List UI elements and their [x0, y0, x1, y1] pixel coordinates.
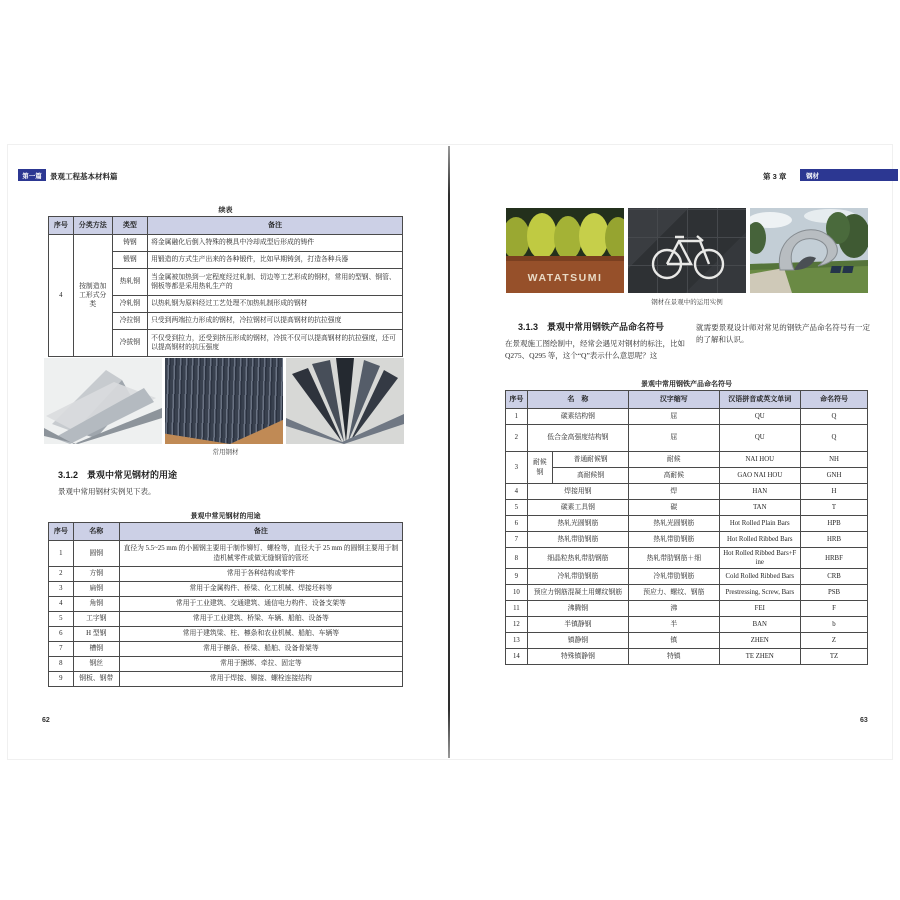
table-cell: 11 [506, 601, 528, 617]
table-cell: 常用于工业建筑、桥梁、车辆、船舶、设备等 [119, 612, 402, 627]
angle-steel-illustration [44, 358, 162, 444]
table-cell: 镇静钢 [527, 633, 628, 649]
table-cell: 热轧光圆钢筋 [527, 516, 628, 532]
table-cell: T [801, 500, 868, 516]
table-row [506, 633, 868, 649]
table-cell: 3 [49, 582, 74, 597]
table-cell: Hot Rolled Ribbed Bars+Fine [719, 548, 800, 569]
column-header: 命名符号 [801, 391, 868, 409]
table-cell: b [801, 617, 868, 633]
table-cell: 半 [629, 617, 720, 633]
table-cell: F [801, 601, 868, 617]
table-cell: GNH [801, 468, 868, 484]
page-right [450, 145, 892, 759]
bicycle-icon [628, 208, 746, 293]
table-cell: 按制造加工形式分类 [73, 235, 112, 357]
chapter-badge [800, 169, 898, 181]
table-cell: 常用于捆绑、牵拉、固定等 [119, 657, 402, 672]
table-cell: 耐候钢 [527, 452, 552, 484]
table-cell: 热轧钢 [112, 269, 147, 296]
table-row [506, 500, 868, 516]
page-number-right: 63 [860, 717, 868, 724]
table-cell: 沸腾钢 [527, 601, 628, 617]
running-head-left: 景观工程基本材料篇 [50, 172, 118, 181]
table-cell: 不仅受到拉力，还受到挤压形成的钢材，冷拔不仅可以提高钢材的抗拉强度，还可以提高钢材的抗压强度 [148, 330, 403, 357]
table-cell: 碳素工具钢 [527, 500, 628, 516]
table-row [506, 649, 868, 665]
running-head-right: 第 3 章 [763, 172, 787, 181]
column-header: 汉语拼音或英文单词 [719, 391, 800, 409]
table-row [506, 516, 868, 532]
table-cell: 扁钢 [73, 582, 119, 597]
table-cell: 9 [49, 672, 74, 687]
table-cell: NAI HOU [719, 452, 800, 468]
table-cell: 常用于焊接、铆接、螺栓连接结构 [119, 672, 402, 687]
table-row [506, 585, 868, 601]
column-header: 名称 [73, 523, 119, 541]
table-cell: 5 [506, 500, 528, 516]
table-row [506, 548, 868, 569]
table-row [49, 642, 403, 657]
table-cell: 3 [506, 452, 528, 484]
table-row [506, 452, 868, 468]
table-cell: 槽钢 [73, 642, 119, 657]
table-cell: 钢丝 [73, 657, 119, 672]
photo-steel-sculpture [750, 208, 868, 293]
table-cell: CRB [801, 569, 868, 585]
table-cell: 钢板、钢带 [73, 672, 119, 687]
table-cell: 冷轧钢 [112, 296, 147, 313]
photo-channel-steel [286, 358, 404, 444]
table-naming [505, 390, 868, 665]
photo-corten-sign [506, 208, 624, 293]
table-cell: HRB [801, 532, 868, 548]
table-cell: TE ZHEN [719, 649, 800, 665]
table-cell: 耐候 [629, 452, 720, 468]
table-cell: H [801, 484, 868, 500]
table-cell: Hot Rolled Ribbed Bars [719, 532, 800, 548]
table-cell: NH [801, 452, 868, 468]
table-continued-grid [48, 216, 403, 357]
table-usage-title: 景观中常见钢材的用途 [190, 513, 261, 520]
table-cell: Q [801, 409, 868, 425]
table-cell: QU [719, 425, 800, 452]
table-cell: ZHEN [719, 633, 800, 649]
photo-bicycle-paving [628, 208, 746, 293]
table-cell: 1 [49, 541, 74, 567]
table-cell: HPB [801, 516, 868, 532]
column-header: 类型 [112, 217, 147, 235]
table-cell: Prestressing, Screw, Bars [719, 585, 800, 601]
table-usage [48, 522, 403, 687]
table-row [506, 617, 868, 633]
table-cell: 7 [506, 532, 528, 548]
table-cell: 常用于建筑梁、柱、檩条和农业机械、船舶、车辆等 [119, 627, 402, 642]
table-row [49, 597, 403, 612]
table-cell: 当金属被加热到一定程度经过轧制、切边等工艺形成的钢材，常用的型钢、钢管、钢板等都是采用热轧生产的 [148, 269, 403, 296]
column-header: 分类方法 [73, 217, 112, 235]
table-cell: 2 [506, 425, 528, 452]
rebar-bars [165, 358, 283, 444]
table-row [506, 601, 868, 617]
part-badge [18, 169, 46, 181]
photo-rebar-bundle [165, 358, 283, 444]
table-cell: 9 [506, 569, 528, 585]
section-3-1-3-col2: 就需要景观设计师对常见的钢铁产品命名符号有一定的了解和认识。 [696, 323, 870, 344]
table-cell: 细晶粒热轧带肋钢筋 [527, 548, 628, 569]
table-cell: Z [801, 633, 868, 649]
table-continued [48, 216, 403, 357]
column-header: 备注 [148, 217, 403, 235]
table-cell: 屈 [629, 409, 720, 425]
table-cell: 4 [506, 484, 528, 500]
table-naming-title: 景观中常用钢铁产品命名符号 [641, 381, 732, 388]
table-cell: PSB [801, 585, 868, 601]
table-cell: 2 [49, 567, 74, 582]
table-row [49, 657, 403, 672]
section-3-1-3-col1: 在景观施工图绘制中，经常会遇见对钢材的标注，比如 Q275、Q295 等，这个“Q”表示什么意思呢？这 [505, 339, 685, 360]
section-3-1-3-title: 3.1.3 景观中常用钢铁产品命名符号 [518, 322, 665, 332]
section-3-1-2-title: 3.1.2 景观中常见钢材的用途 [58, 470, 178, 480]
sign-text: WATATSUMI [527, 272, 603, 284]
table-cell: 4 [49, 235, 74, 357]
photo-angle-steel [44, 358, 162, 444]
table-cell: 常用于金属构件、桥梁、化工机械、焊接坯料等 [119, 582, 402, 597]
table-cell: 6 [506, 516, 528, 532]
table-cell: 特殊镇静钢 [527, 649, 628, 665]
table-cell: Hot Rolled Plain Bars [719, 516, 800, 532]
table-cell: 冷轧带肋钢筋 [527, 569, 628, 585]
table-cell: QU [719, 409, 800, 425]
column-header: 名 称 [527, 391, 628, 409]
table-cell: 14 [506, 649, 528, 665]
table-row [49, 582, 403, 597]
table-usage-grid [48, 522, 403, 687]
table-row [49, 567, 403, 582]
table-row [506, 484, 868, 500]
table-cell: 以热轧钢为原料经过工艺处理不加热轧制形成的钢材 [148, 296, 403, 313]
table-cell: 热轧带肋钢筋＋细 [629, 548, 720, 569]
column-header: 序号 [49, 217, 74, 235]
table-cell: 焊接用钢 [527, 484, 628, 500]
table-cell: 低合金高强度结构钢 [527, 425, 628, 452]
section-3-1-2-body: 景观中常用钢材实例见下表。 [58, 487, 156, 496]
table-cell: H 型钢 [73, 627, 119, 642]
table-cell: 热轧带肋钢筋 [527, 532, 628, 548]
table-row [506, 409, 868, 425]
page-left [8, 145, 448, 759]
photos-caption-right: 钢材在景观中的运用实例 [651, 299, 723, 306]
table-cell: 5 [49, 612, 74, 627]
table-cell: 热轧带肋钢筋 [629, 532, 720, 548]
sculpture-illustration [750, 208, 868, 293]
table-cell: 7 [49, 642, 74, 657]
column-header: 序号 [506, 391, 528, 409]
table-cell: 1 [506, 409, 528, 425]
table-cell: 锻钢 [112, 252, 147, 269]
table-row [49, 627, 403, 642]
table-cell: 预应力钢筋混凝土用螺纹钢筋 [527, 585, 628, 601]
table-cell: 工字钢 [73, 612, 119, 627]
table-cell: BAN [719, 617, 800, 633]
part-label: 第一篇 [22, 172, 42, 180]
table-cell: 用锻造的方式生产出来的各种锻件，比如早期铸剑，打造各种兵器 [148, 252, 403, 269]
table-row [506, 532, 868, 548]
table-cell: 冷轧带肋钢筋 [629, 569, 720, 585]
book-spread [8, 145, 892, 759]
channel-steel-illustration [286, 358, 404, 444]
table-row [49, 235, 403, 252]
table-cell: 圆钢 [73, 541, 119, 567]
table-cell: 常用于各种结构或零件 [119, 567, 402, 582]
table-cell: 12 [506, 617, 528, 633]
table-cell: TAN [719, 500, 800, 516]
table-continued-title: 续表 [218, 207, 233, 214]
table-naming-grid [505, 390, 868, 665]
table-cell: 方钢 [73, 567, 119, 582]
table-row [49, 672, 403, 687]
table-row [49, 541, 403, 567]
column-header: 备注 [119, 523, 402, 541]
table-cell: TZ [801, 649, 868, 665]
table-cell: Q [801, 425, 868, 452]
table-cell: HRBF [801, 548, 868, 569]
table-cell: 碳素结构钢 [527, 409, 628, 425]
table-cell: 将金属融化后倒入特殊的模具中冷却成型后形成的铸件 [148, 235, 403, 252]
table-cell: 铸钢 [112, 235, 147, 252]
table-cell: 冷拉钢 [112, 313, 147, 330]
table-cell: GAO NAI HOU [719, 468, 800, 484]
photos-caption-left: 常用钢材 [212, 449, 239, 456]
table-cell: 6 [49, 627, 74, 642]
table-cell: 角钢 [73, 597, 119, 612]
column-header: 汉字缩写 [629, 391, 720, 409]
column-header: 序号 [49, 523, 74, 541]
table-cell: 碳 [629, 500, 720, 516]
table-cell: 13 [506, 633, 528, 649]
table-cell: 高耐候钢 [553, 468, 629, 484]
table-cell: 高耐候 [629, 468, 720, 484]
table-cell: 常用于檩条、桥梁、船舶、设备骨架等 [119, 642, 402, 657]
table-row [506, 569, 868, 585]
table-cell: 半镇静钢 [527, 617, 628, 633]
table-cell: HAN [719, 484, 800, 500]
table-cell: 常用于工业建筑、交通建筑、通信电力构件、设备支架等 [119, 597, 402, 612]
table-cell: 只受到两端拉力形成的钢材，冷拉钢材可以提高钢材的抗拉强度 [148, 313, 403, 330]
page-number-left: 62 [42, 717, 50, 724]
chapter-title: 钢材 [806, 172, 819, 180]
table-cell: 热轧光圆钢筋 [629, 516, 720, 532]
table-cell: FEI [719, 601, 800, 617]
table-cell: 预应力、螺纹、钢筋 [629, 585, 720, 601]
table-cell: 10 [506, 585, 528, 601]
table-cell: 特镇 [629, 649, 720, 665]
table-cell: 焊 [629, 484, 720, 500]
table-cell: 屈 [629, 425, 720, 452]
table-cell: 4 [49, 597, 74, 612]
table-cell: 直径为 5.5~25 mm 的小圆钢主要用于制作铆钉、螺栓等，直径大于 25 mm 的圆钢主要用于制造机械零件或做无缝钢管的管坯 [119, 541, 402, 567]
table-cell: Cold Rolled Ribbed Bars [719, 569, 800, 585]
table-cell: 8 [49, 657, 74, 672]
corten-sign-illustration [506, 208, 624, 293]
table-row [506, 425, 868, 452]
table-cell: 镇 [629, 633, 720, 649]
table-cell: 冷拔钢 [112, 330, 147, 357]
table-cell: 沸 [629, 601, 720, 617]
table-row [49, 612, 403, 627]
table-cell: 8 [506, 548, 528, 569]
table-row [506, 468, 868, 484]
table-cell: 普通耐候钢 [553, 452, 629, 468]
